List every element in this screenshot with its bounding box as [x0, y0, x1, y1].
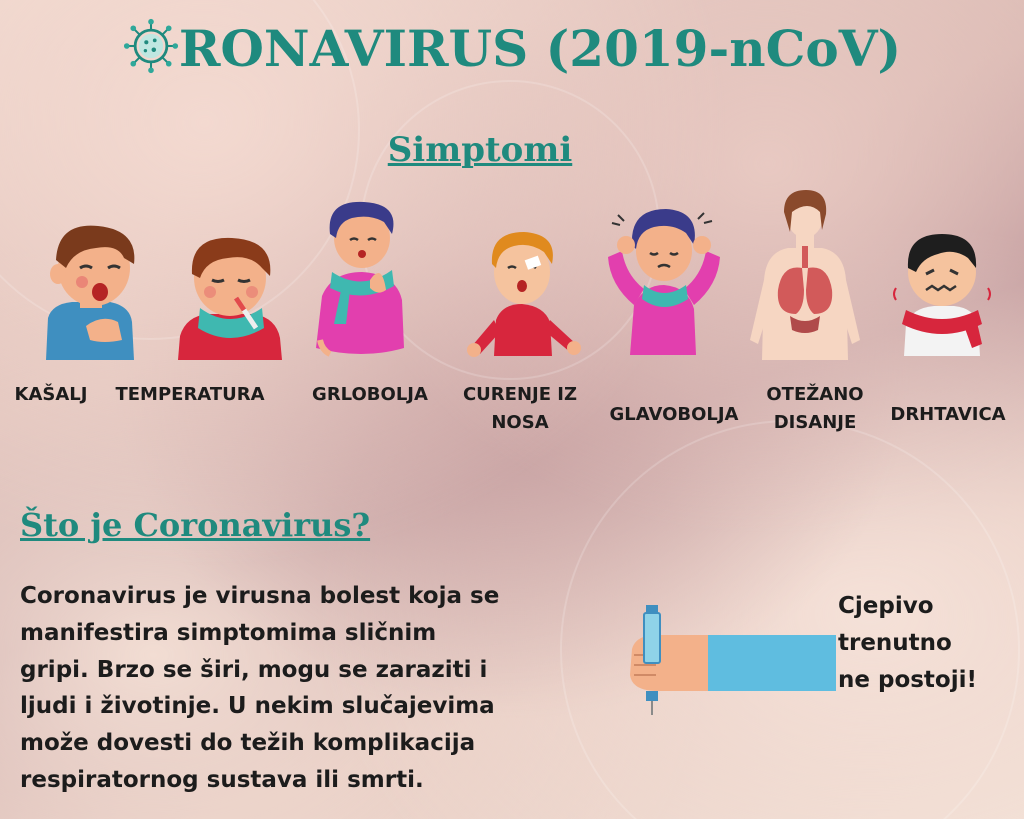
info-description	[20, 578, 610, 799]
symptom-label-runny-nose-line2: NOSA	[491, 411, 549, 433]
fever-thermometer-icon	[178, 232, 283, 360]
symptom-label-breathing-line1: OTEŽANO	[766, 384, 864, 405]
info-line: Coronavirus je virusna bolest koja se	[20, 583, 500, 609]
symptoms-heading: Simptomi	[387, 130, 573, 170]
vaccine-line: Cjepivo	[838, 593, 934, 619]
vaccine-line: trenutno	[838, 629, 952, 656]
vaccine-line: ne postoji!	[838, 666, 977, 693]
symptom-label-breathing-line2: DISANJE	[773, 411, 857, 433]
symptom-label-cough: KAŠALJ	[14, 384, 88, 405]
coughing-boy-icon	[38, 218, 143, 360]
info-heading: Što je Coronavirus?	[20, 506, 371, 544]
symptom-label-headache: GLAVOBOLJA	[609, 404, 739, 425]
lungs-icon	[748, 190, 863, 360]
symptom-label-runny-nose	[448, 381, 592, 437]
symptom-label-runny-nose-line1: CURENJE IZ	[462, 384, 578, 405]
symptom-label-sore-throat: GRLOBOLJA	[312, 384, 428, 405]
symptom-label-breathing	[754, 381, 876, 437]
symptom-label-shivering: DRHTAVICA	[890, 404, 1006, 425]
shivering-icon	[892, 228, 992, 356]
virus-icon	[123, 18, 179, 74]
page-title	[0, 18, 1024, 78]
info-line: manifestira simptomima sličnim	[20, 619, 437, 646]
vaccine-note	[838, 588, 1018, 698]
info-line: može dovesti do težih komplikacija	[20, 730, 476, 757]
title-text: RONAVIRUS (2019-nCoV)	[178, 19, 902, 78]
symptom-label-fever: TEMPERATURA	[115, 384, 265, 405]
headache-icon	[604, 205, 722, 355]
syringe-hand-icon	[622, 605, 838, 715]
sore-throat-icon	[312, 200, 412, 360]
runny-nose-icon	[466, 228, 581, 360]
info-line: respiratornog sustava ili smrti.	[20, 766, 424, 793]
info-line: gripi. Brzo se širi, mogu se zaraziti i	[20, 656, 488, 683]
info-line: ljudi i životinje. U nekim slučajevima	[20, 693, 495, 720]
